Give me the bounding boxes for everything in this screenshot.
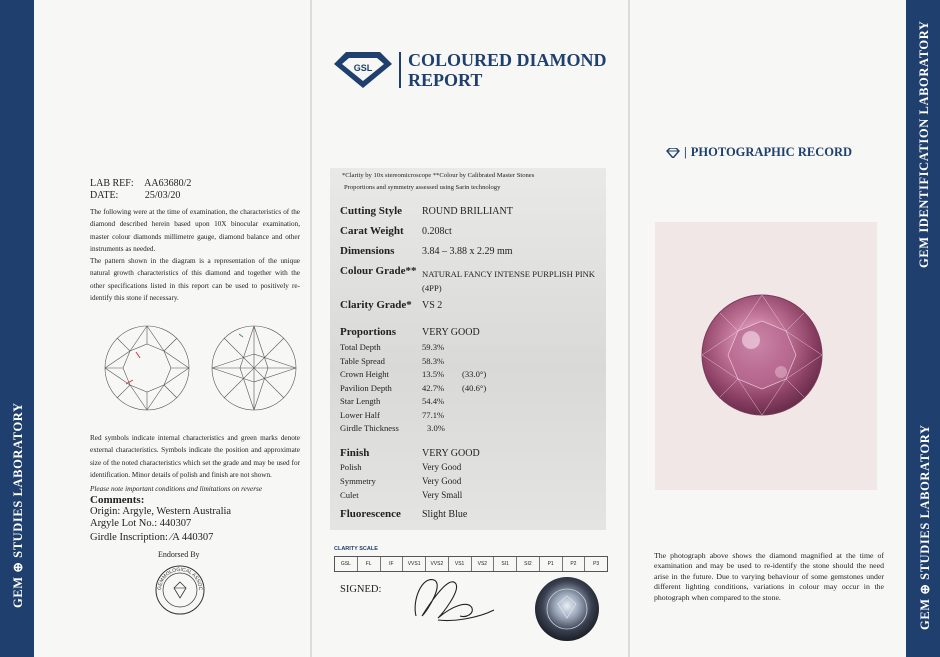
clarity-grade: P2	[563, 557, 586, 571]
pavilion-diagram	[212, 326, 296, 410]
dimensions-value: 3.84 – 3.88 x 2.29 mm	[422, 246, 513, 257]
inclusion-mark	[136, 352, 140, 358]
method-note-1: *Clarity by 10x stereomicroscope **Colour by Calibrated Master Stones	[342, 172, 535, 179]
method-note-2: Proportions and symmetry assessed using Sarin technology	[344, 184, 501, 191]
left-band	[0, 0, 34, 657]
row-value: 77.1%	[422, 409, 445, 420]
diamond-photo	[655, 222, 877, 490]
photo-record-title: PHOTOGRAPHIC RECORD	[690, 145, 853, 159]
plotting-diagram	[100, 322, 305, 414]
seal-text: GEMMOLOGICAL ASSOC	[156, 566, 204, 591]
fluorescence-value: Slight Blue	[422, 509, 468, 520]
clarity-grade-value: VS 2	[422, 300, 443, 311]
clarity-grade: FL	[358, 557, 381, 571]
row-value: Very Small	[422, 490, 463, 500]
clarity-grade: IF	[381, 557, 404, 571]
row-label: Culet	[340, 490, 359, 500]
carat-weight-label: Carat Weight	[340, 225, 404, 237]
clarity-grade: VVS1	[403, 557, 426, 571]
clarity-grade: GSL	[335, 557, 358, 571]
fold-line	[628, 0, 630, 657]
lab-ref	[90, 178, 191, 189]
colour-grade-label: Colour Grade**	[340, 265, 417, 277]
external-mark	[239, 334, 243, 337]
clarity-scale-title: CLARITY SCALE	[334, 546, 378, 552]
clarity-grade: SI2	[517, 557, 540, 571]
photo-caption: The photograph above shows the diamond magnified at the time of examination and may be used to re-identify the stone should the need arise in the future. Due to varying behaviour of some gemstones under different lighting conditions, variations in colour may occur in the photograph when compared to the stone.	[654, 551, 884, 602]
clarity-grade: P1	[540, 557, 563, 571]
clarity-grade: VS1	[449, 557, 472, 571]
right-band	[906, 0, 940, 657]
row-value: Very Good	[422, 476, 462, 486]
crown-diagram	[105, 326, 189, 410]
row-label: Crown Height	[340, 369, 389, 379]
date-label: DATE:	[90, 190, 119, 201]
svg-text:GEMMOLOGICAL ASSOCIATION	[154, 564, 203, 591]
endorsed-label: Endorsed By	[158, 550, 200, 559]
title-line-1: COLOURED DIAMOND	[408, 50, 607, 70]
fold-line	[310, 0, 312, 657]
comments-heading: Comments:	[90, 494, 145, 506]
finish-value: VERY GOOD	[422, 448, 480, 459]
row-value: 3.0%	[427, 423, 445, 433]
proportions-value: VERY GOOD	[422, 327, 480, 338]
cutting-style-label: Cutting Style	[340, 205, 403, 217]
association-seal-icon	[154, 564, 206, 616]
right-band-text-bottom: GEM ⊕ STUDIES LABORATORY	[918, 424, 932, 630]
dimensions-label: Dimensions	[340, 245, 395, 257]
carat-weight-value: 0.208ct	[422, 226, 452, 237]
gsl-logo-icon	[332, 50, 394, 90]
row-angle: (33.0°)	[462, 369, 487, 379]
lab-ref-label: LAB REF:	[90, 178, 134, 189]
signature-icon	[408, 570, 498, 626]
row-label: Pavilion Depth	[340, 382, 392, 393]
row-angle: (40.6°)	[462, 382, 487, 393]
row-value: 59.3%	[422, 342, 445, 352]
clarity-grade: P3	[593, 561, 600, 567]
comments-origin: Origin: Argyle, Western Australia	[90, 506, 232, 517]
row-label: Symmetry	[340, 476, 376, 486]
clarity-grade-label: Clarity Grade*	[340, 299, 412, 311]
logo-divider	[399, 52, 401, 88]
row-value: Very Good	[422, 462, 462, 472]
right-band-text-top: GEM IDENTIFICATION LABORATORY	[917, 20, 931, 268]
row-value: 58.3%	[422, 355, 445, 366]
clarity-grade: SI1	[494, 557, 517, 571]
left-band-text: GEM ⊕ STUDIES LABORATORY	[11, 402, 25, 608]
clarity-grade: VVS2	[426, 557, 449, 571]
row-label: Table Spread	[340, 355, 385, 366]
fluorescence-label: Fluorescence	[340, 508, 401, 520]
row-label: Star Length	[340, 396, 381, 406]
proportions-label: Proportions	[340, 326, 397, 338]
comments-inscription: Girdle Inscription: ⁄A 440307	[90, 532, 214, 543]
logo-text: GSL	[353, 63, 373, 73]
lab-ref-value: AA63680/2	[144, 178, 192, 189]
diamond-icon	[666, 148, 680, 158]
clarity-grade: VS2	[472, 557, 495, 571]
signed-label: SIGNED:	[340, 584, 382, 595]
colour-grade-value: NATURAL FANCY INTENSE PURPLISH PINK (4PP)	[422, 269, 595, 293]
symbols-paragraph: Red symbols indicate internal characteristics and green marks denote external characteristics. Symbols indicate the position and approximate size of the noted characteristics which set the grade and may be used for identification. Minor details of polish and finish are not shown.	[90, 434, 300, 480]
intro-paragraph-1: The following were at the time of examination, the characteristics of the diamond described herein based upon 10X binocular examination, master colour diamonds millimetre gauge, diamond balance and other instruments as needed.	[90, 208, 300, 254]
report-date	[90, 190, 180, 201]
row-value: 54.4%	[422, 396, 445, 406]
row-label: Lower Half	[340, 409, 380, 420]
report-title	[408, 50, 607, 90]
finish-label: Finish	[340, 447, 370, 459]
row-value: 13.5%	[422, 369, 445, 379]
cutting-style-value: ROUND BRILLIANT	[422, 206, 513, 217]
row-value: 42.7%	[422, 382, 445, 393]
comments-lot: Argyle Lot No.: 440307	[90, 518, 192, 529]
intro-paragraph-2: The pattern shown in the diagram is a representation of the unique natural growth characteristics of this diamond and together with the other specifications listed in this report can be used to positively re-identify this stone if necessary.	[90, 257, 300, 303]
symbols-note: Please note important conditions and limitations on reverse	[90, 485, 263, 493]
row-label: Polish	[340, 462, 362, 472]
row-label: Total Depth	[340, 342, 381, 352]
date-value: 25/03/20	[144, 190, 181, 201]
photo-record-heading: | PHOTOGRAPHIC RECORD	[666, 145, 852, 160]
row-label: Girdle Thickness	[340, 423, 399, 433]
hologram-seal-icon	[534, 576, 600, 642]
diamond-image	[655, 222, 877, 490]
title-line-2: REPORT	[408, 70, 483, 90]
